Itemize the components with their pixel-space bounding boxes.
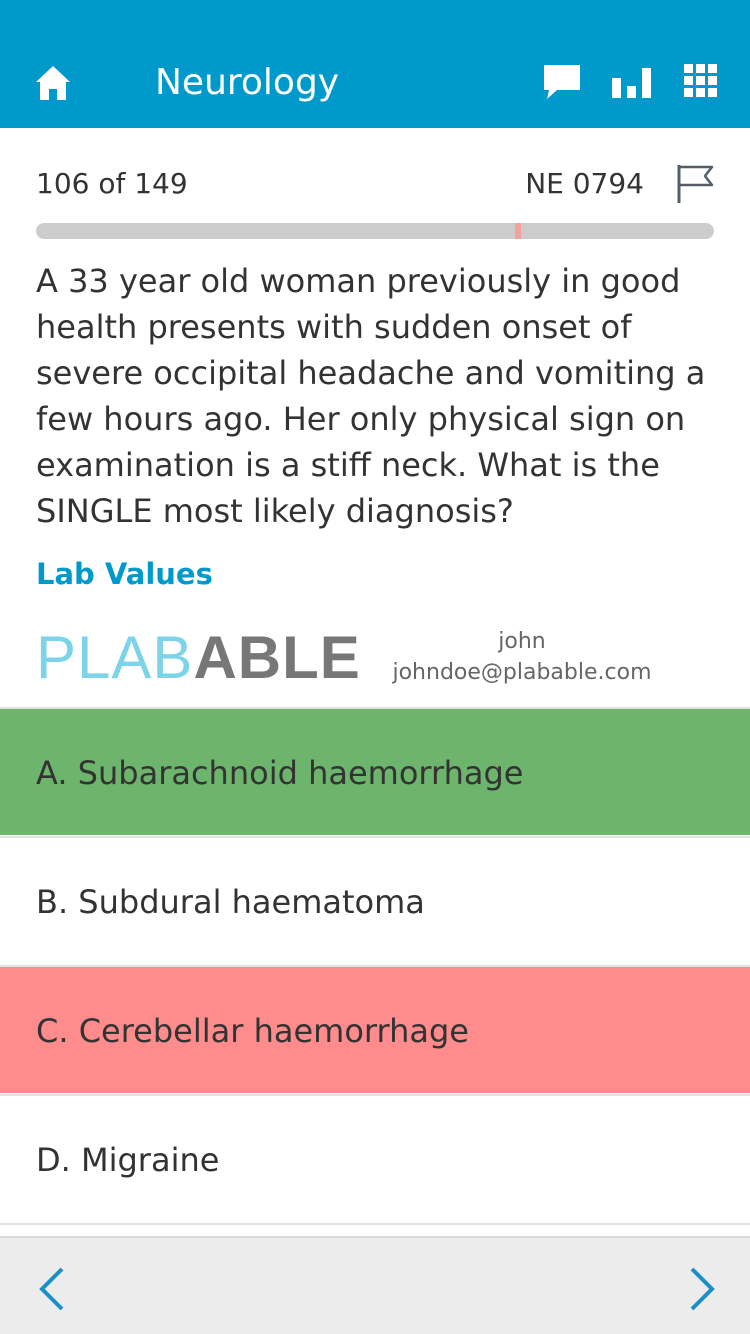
answer-option-label: D. Migraine <box>36 1141 220 1179</box>
page-title: Neurology <box>155 62 340 103</box>
home-button[interactable] <box>34 64 72 102</box>
user-email: johndoe@plabable.com <box>392 660 652 685</box>
chevron-left-icon <box>36 1266 66 1312</box>
lab-values-link[interactable]: Lab Values <box>36 557 213 591</box>
flag-icon <box>676 163 716 205</box>
answer-option-c[interactable] <box>0 965 750 1093</box>
comment-icon <box>543 64 581 100</box>
home-icon <box>34 64 72 102</box>
answer-option-b[interactable] <box>0 836 750 964</box>
answer-option-label: A. Subarachnoid haemorrhage <box>36 754 524 792</box>
logo-part-plab: PLAB <box>36 624 194 691</box>
progress-marker <box>515 223 521 239</box>
flag-question-button[interactable] <box>676 163 716 205</box>
next-question-button[interactable] <box>688 1266 718 1312</box>
statistics-button[interactable] <box>612 64 652 100</box>
logo-part-able: ABLE <box>193 624 361 691</box>
previous-question-button[interactable] <box>36 1266 66 1312</box>
answer-option-a[interactable] <box>0 707 750 835</box>
comments-button[interactable] <box>543 64 581 100</box>
plabable-logo <box>36 626 361 690</box>
answer-option-label: B. Subdural haematoma <box>36 883 425 921</box>
grid-menu-icon <box>684 64 718 98</box>
question-code: NE 0794 <box>525 167 644 200</box>
bottom-nav-bar <box>0 1236 750 1334</box>
user-name: john <box>498 629 546 654</box>
answer-option-d[interactable] <box>0 1094 750 1225</box>
question-counter: 106 of 149 <box>36 167 188 200</box>
top-app-bar <box>0 0 750 128</box>
grid-menu-button[interactable] <box>684 64 718 100</box>
answer-option-label: C. Cerebellar haemorrhage <box>36 1012 469 1050</box>
stats-icon <box>612 64 652 100</box>
question-progress-bar <box>36 223 714 239</box>
chevron-right-icon <box>688 1266 718 1312</box>
question-text: A 33 year old woman previously in good health presents with sudden onset of severe occipital headache and vomiting a few hours ago. Her only physical sign on examination is a stiff neck. What is the SINGLE most likely diagnosis? <box>36 262 706 530</box>
